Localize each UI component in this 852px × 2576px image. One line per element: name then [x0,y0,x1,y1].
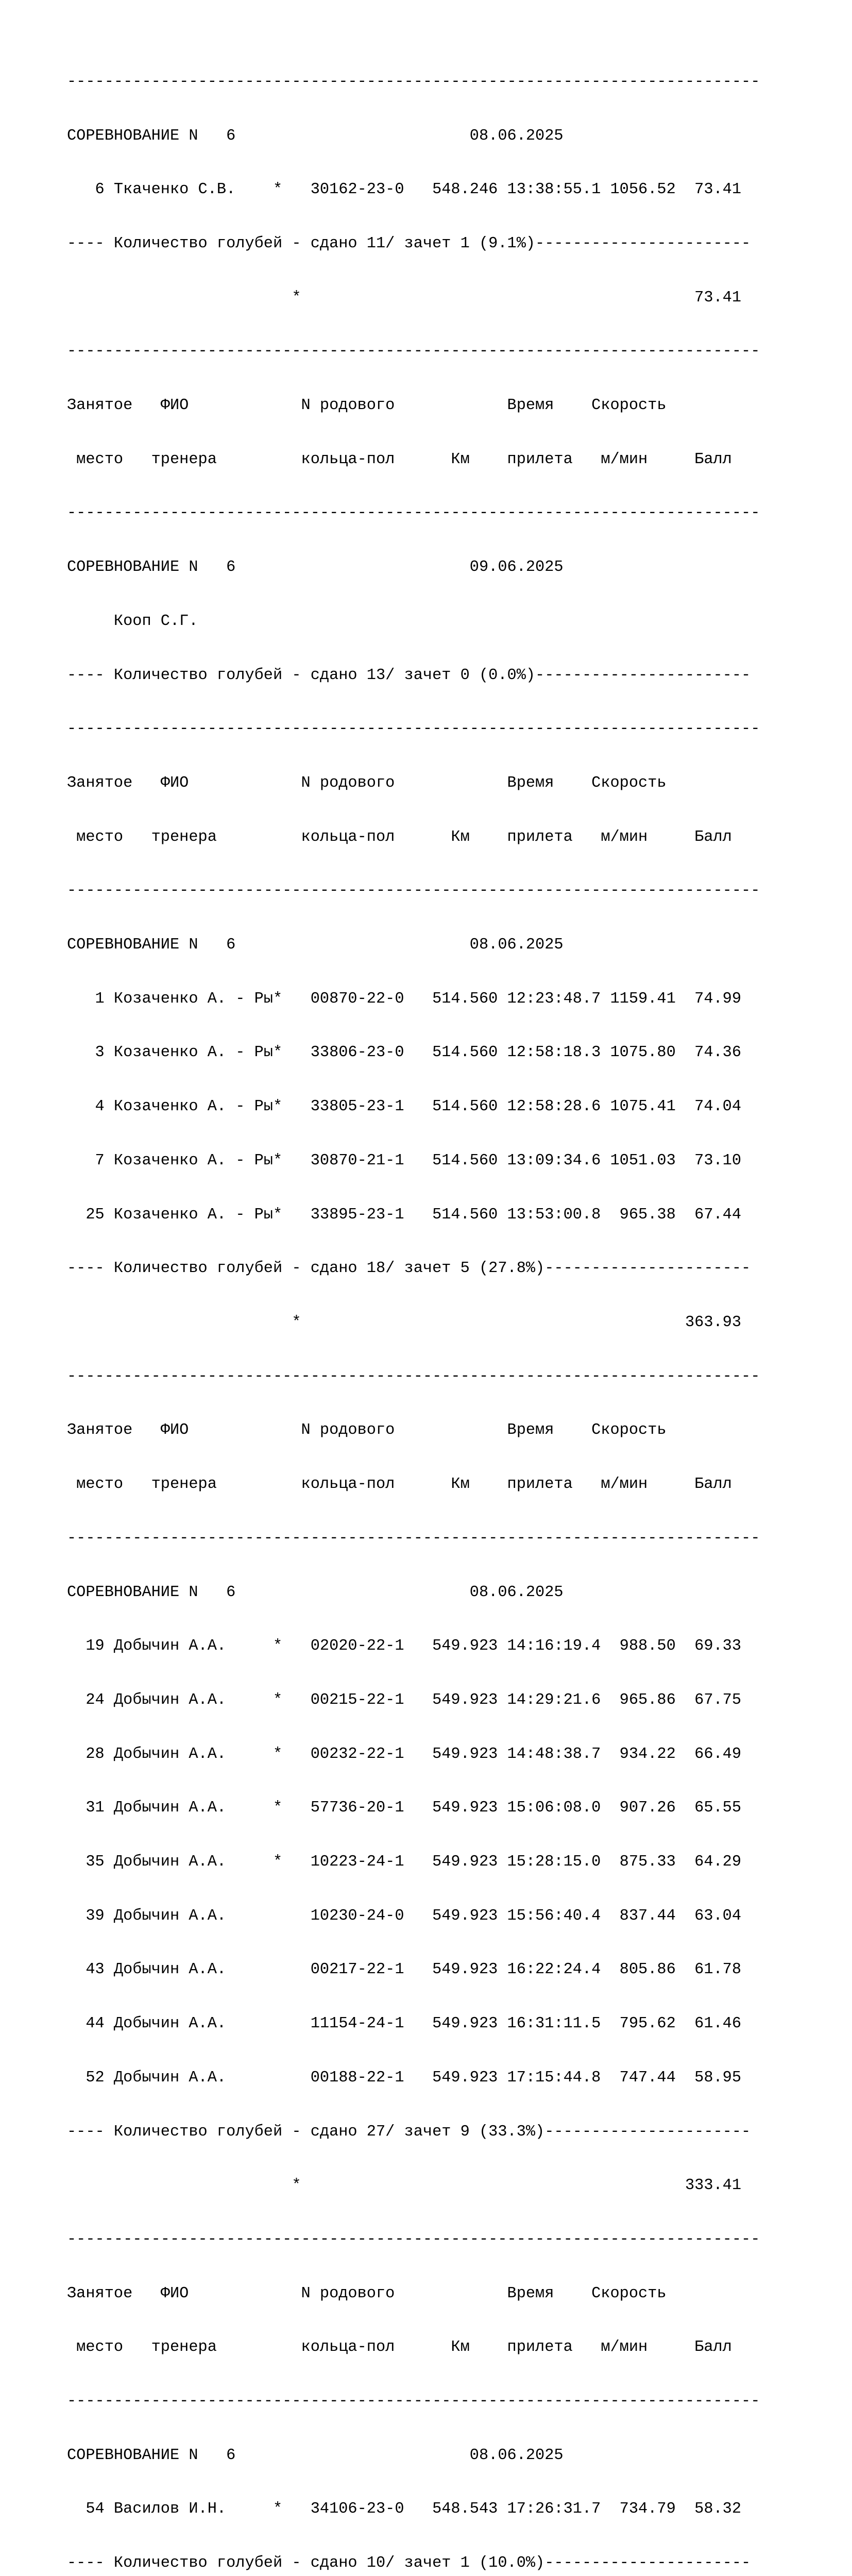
column-header-row-1: Занятое ФИО N родового Время Скорость [67,774,667,792]
separator-line: -------------------------------------------------------------------------- [67,504,760,522]
pigeon-count-summary: ---- Количество голубей - сдано 13/ зачет 0 (0.0%)----------------------- [67,666,751,684]
result-row: 39 Добычин А.А. 10230-24-0 549.923 15:56:40.4 837.44 63.04 [67,1907,742,1925]
points-total: * 73.41 [67,289,742,307]
separator-line: -------------------------------------------------------------------------- [67,2230,760,2248]
separator-line: -------------------------------------------------------------------------- [67,882,760,900]
result-row: 6 Ткаченко С.В. * 30162-23-0 548.246 13:38:55.1 1056.52 73.41 [67,181,742,199]
separator-line: -------------------------------------------------------------------------- [67,2393,760,2411]
column-header-row-1: Занятое ФИО N родового Время Скорость [67,1421,667,1439]
column-header-row-1: Занятое ФИО N родового Время Скорость [67,397,667,415]
separator-line: -------------------------------------------------------------------------- [67,73,760,91]
result-row: 19 Добычин А.А. * 02020-22-1 549.923 14:16:19.4 988.50 69.33 [67,1637,742,1655]
result-row: 52 Добычин А.А. 00188-22-1 549.923 17:15:44.8 747.44 58.95 [67,2069,742,2087]
result-row: 28 Добычин А.А. * 00232-22-1 549.923 14:48:38.7 934.22 66.49 [67,1745,742,1763]
result-row: 7 Козаченко А. - Ры* 30870-21-1 514.560 13:09:34.6 1051.03 73.10 [67,1151,742,1170]
pigeon-count-summary: ---- Количество голубей - сдано 10/ зачет 1 (10.0%)---------------------- [67,2554,751,2572]
result-row: 54 Василов И.Н. * 34106-23-0 548.543 17:26:31.7 734.79 58.32 [67,2500,742,2518]
column-header-row-2: место тренера кольца-пол Км прилета м/мин Балл [67,828,732,846]
separator-line: -------------------------------------------------------------------------- [67,720,760,738]
report-printout [67,37,760,2576]
column-header-row-2: место тренера кольца-пол Км прилета м/мин Балл [67,2338,732,2357]
competition-header: СОРЕВНОВАНИЕ N 6 08.06.2025 [67,1583,564,1601]
result-row: 44 Добычин А.А. 11154-24-1 549.923 16:31:11.5 795.62 61.46 [67,2015,742,2033]
result-row: 43 Добычин А.А. 00217-22-1 549.923 16:22:24.4 805.86 61.78 [67,1961,742,1979]
separator-line: -------------------------------------------------------------------------- [67,1529,760,1547]
result-row: 3 Козаченко А. - Ры* 33806-23-0 514.560 12:58:18.3 1075.80 74.36 [67,1044,742,1062]
pigeon-count-summary: ---- Количество голубей - сдано 18/ зачет 5 (27.8%)---------------------- [67,1260,751,1278]
separator-line: -------------------------------------------------------------------------- [67,1367,760,1385]
result-row: 4 Козаченко А. - Ры* 33805-23-1 514.560 12:58:28.6 1075.41 74.04 [67,1098,742,1116]
points-total: * 333.41 [67,2177,742,2195]
column-header-row-2: место тренера кольца-пол Км прилета м/мин Балл [67,450,732,468]
competition-header: СОРЕВНОВАНИЕ N 6 08.06.2025 [67,127,564,145]
competition-header: СОРЕВНОВАНИЕ N 6 08.06.2025 [67,2446,564,2464]
competition-header: СОРЕВНОВАНИЕ N 6 09.06.2025 [67,558,564,577]
column-header-row-2: место тренера кольца-пол Км прилета м/мин Балл [67,1476,732,1494]
result-row: 31 Добычин А.А. * 57736-20-1 549.923 15:06:08.0 907.26 65.55 [67,1799,742,1817]
pigeon-count-summary: ---- Количество голубей - сдано 27/ зачет 9 (33.3%)---------------------- [67,2123,751,2141]
points-total: * 363.93 [67,1313,742,1331]
column-header-row-1: Занятое ФИО N родового Время Скорость [67,2284,667,2302]
result-row: 35 Добычин А.А. * 10223-24-1 549.923 15:28:15.0 875.33 64.29 [67,1853,742,1871]
separator-line: -------------------------------------------------------------------------- [67,343,760,361]
pigeon-count-summary: ---- Количество голубей - сдано 11/ зачет 1 (9.1%)----------------------- [67,234,751,252]
result-row: 24 Добычин А.А. * 00215-22-1 549.923 14:29:21.6 965.86 67.75 [67,1691,742,1709]
result-row: 25 Козаченко А. - Ры* 33895-23-1 514.560 13:53:00.8 965.38 67.44 [67,1206,742,1224]
competition-header: СОРЕВНОВАНИЕ N 6 08.06.2025 [67,936,564,954]
result-row: 1 Козаченко А. - Ры* 00870-22-0 514.560 12:23:48.7 1159.41 74.99 [67,990,742,1008]
participant-name: Кооп С.Г. [67,612,198,630]
